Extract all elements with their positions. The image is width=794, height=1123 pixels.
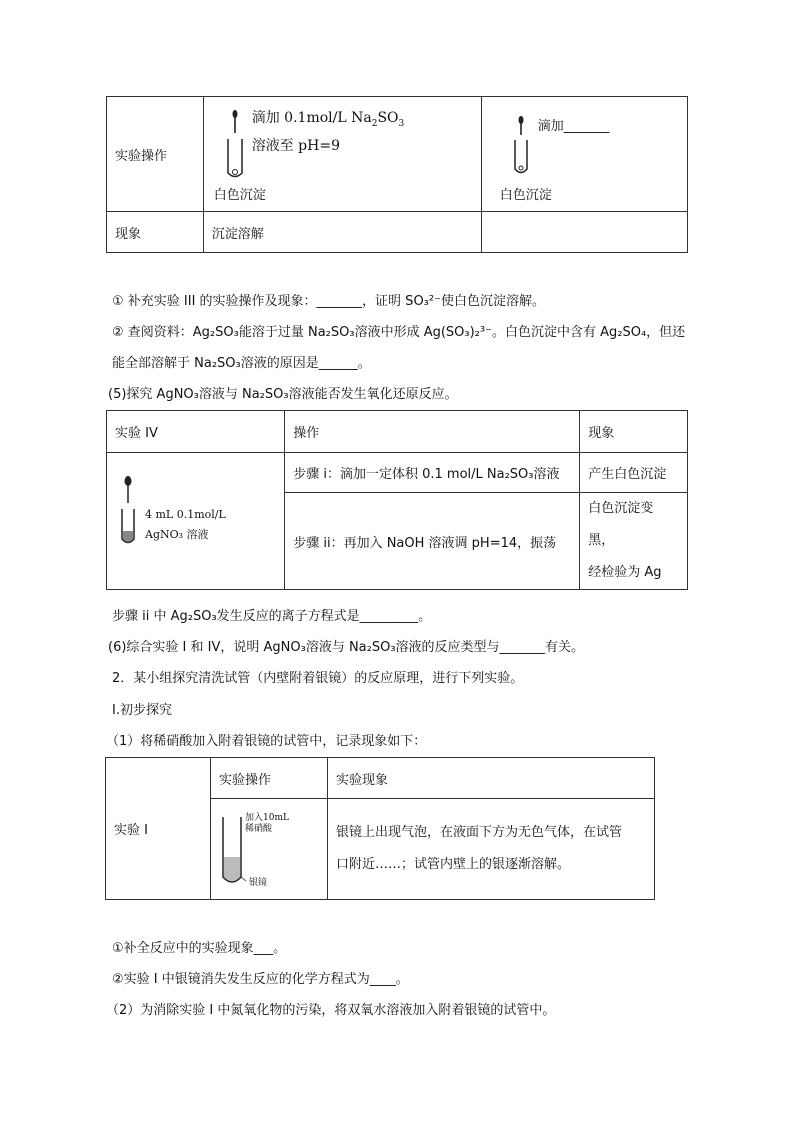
caption-white-precipitate-2: 白色沉淀 (499, 188, 552, 203)
header-operation: 操作 (285, 411, 580, 453)
observation-line1: 银镜上出现气泡，在液面下方为无色气体，在试管 (336, 825, 623, 840)
question-a: ①补全反应中的实验现象___。 (112, 941, 287, 956)
cell-operation-1 (203, 97, 481, 212)
test-tube-icon (217, 813, 247, 889)
tube-label-solution: AgNO₃ 溶液 (145, 528, 209, 541)
question-1: ① 补充实验 III 的实验操作及现象：_______，证明 SO₃²⁻使白色沉淀溶解。 (112, 294, 545, 309)
observation-2-line1: 白色沉淀变黑， (588, 501, 654, 548)
dropper-instruction: 滴加 0.1mol/L $Na_2SO_3$ (251, 110, 405, 129)
row-header-phenomenon: 现象 (107, 212, 204, 253)
tube-label-silver-mirror: 银镜 (249, 878, 268, 888)
observation-experiment-i (328, 799, 655, 900)
cell-tube-nitric-acid (211, 799, 328, 900)
table-experiment-iii (106, 96, 688, 253)
tube-label-add-10ml: 加入10mL (245, 813, 289, 823)
question-c: （2）为消除实验 I 中氮氧化物的污染，将双氧水溶液加入附着银镜的试管中。 (106, 1003, 556, 1018)
dropper-instruction-2: 溶液至 pH=9 (251, 137, 340, 154)
row-label-experiment-i: 实验 I (106, 758, 211, 900)
header-experiment-operation: 实验操作 (211, 758, 328, 799)
test-tube-dropper-icon (117, 475, 139, 547)
question-step-ii: 步骤 ii 中 Ag₂SO₃发生反应的离子方程式是_________。 (112, 609, 432, 624)
step-2: 步骤 ii：再加入 NaOH 溶液调 pH=14，振荡 (285, 493, 580, 590)
question-6: (6)综合实验 I 和 IV，说明 AgNO₃溶液与 Na₂SO₃溶液的反应类型与_______有关。 (108, 640, 585, 655)
table-experiment-i (105, 757, 655, 900)
question-2-line2: 能全部溶解于 Na₂SO₃溶液的原因是______。 (112, 356, 371, 371)
dropper-blank-instruction: 滴加_______ (537, 119, 610, 134)
caption-white-precipitate: 白色沉淀 (213, 188, 266, 203)
phenomenon-empty (481, 212, 687, 253)
test-tube-dropper-icon (510, 115, 532, 177)
question-5: (5)探究 AgNO₃溶液与 Na₂SO₃溶液能否发生氧化还原反应。 (108, 387, 458, 402)
row-header-operation: 实验操作 (107, 97, 204, 212)
question-2-line1: ② 查阅资料：Ag₂SO₃能溶于过量 Na₂SO₃溶液中形成 Ag(SO₃)₂³⁻。白色沉淀中含有 Ag₂SO₄，但还 (112, 325, 686, 340)
observation-line2: 口附近……；试管内壁上的银逐渐溶解。 (336, 857, 571, 872)
cell-tube-diagram (107, 453, 285, 590)
header-experiment-observation: 实验现象 (328, 758, 655, 799)
problem-2: 2．某小组探究清洗试管（内壁附着银镜）的反应原理，进行下列实验。 (112, 671, 524, 686)
table-experiment-iv (106, 410, 688, 590)
step-1: 步骤 i：滴加一定体积 0.1 mol/L Na₂SO₃溶液 (285, 453, 580, 493)
tube-label-dilute-nitric: 稀硝酸 (245, 824, 273, 834)
observation-1: 产生白色沉淀 (580, 453, 688, 493)
phenomenon-value: 沉淀溶解 (203, 212, 481, 253)
test-tube-dropper-icon (224, 109, 246, 181)
observation-2 (580, 493, 688, 590)
cell-operation-2 (481, 97, 687, 212)
tube-label-concentration: 4 mL 0.1mol/L (145, 508, 226, 521)
header-phenomenon: 现象 (580, 411, 688, 453)
question-b: ②实验 I 中银镜消失发生反应的化学方程式为____。 (112, 972, 409, 987)
observation-2-line2: 经检验为 Ag (588, 565, 662, 580)
header-experiment-iv: 实验 IV (107, 411, 285, 453)
section-initial-exploration: I.初步探究 (112, 703, 172, 718)
subquestion-1: （1）将稀硝酸加入附着银镜的试管中，记录现象如下： (106, 734, 427, 749)
